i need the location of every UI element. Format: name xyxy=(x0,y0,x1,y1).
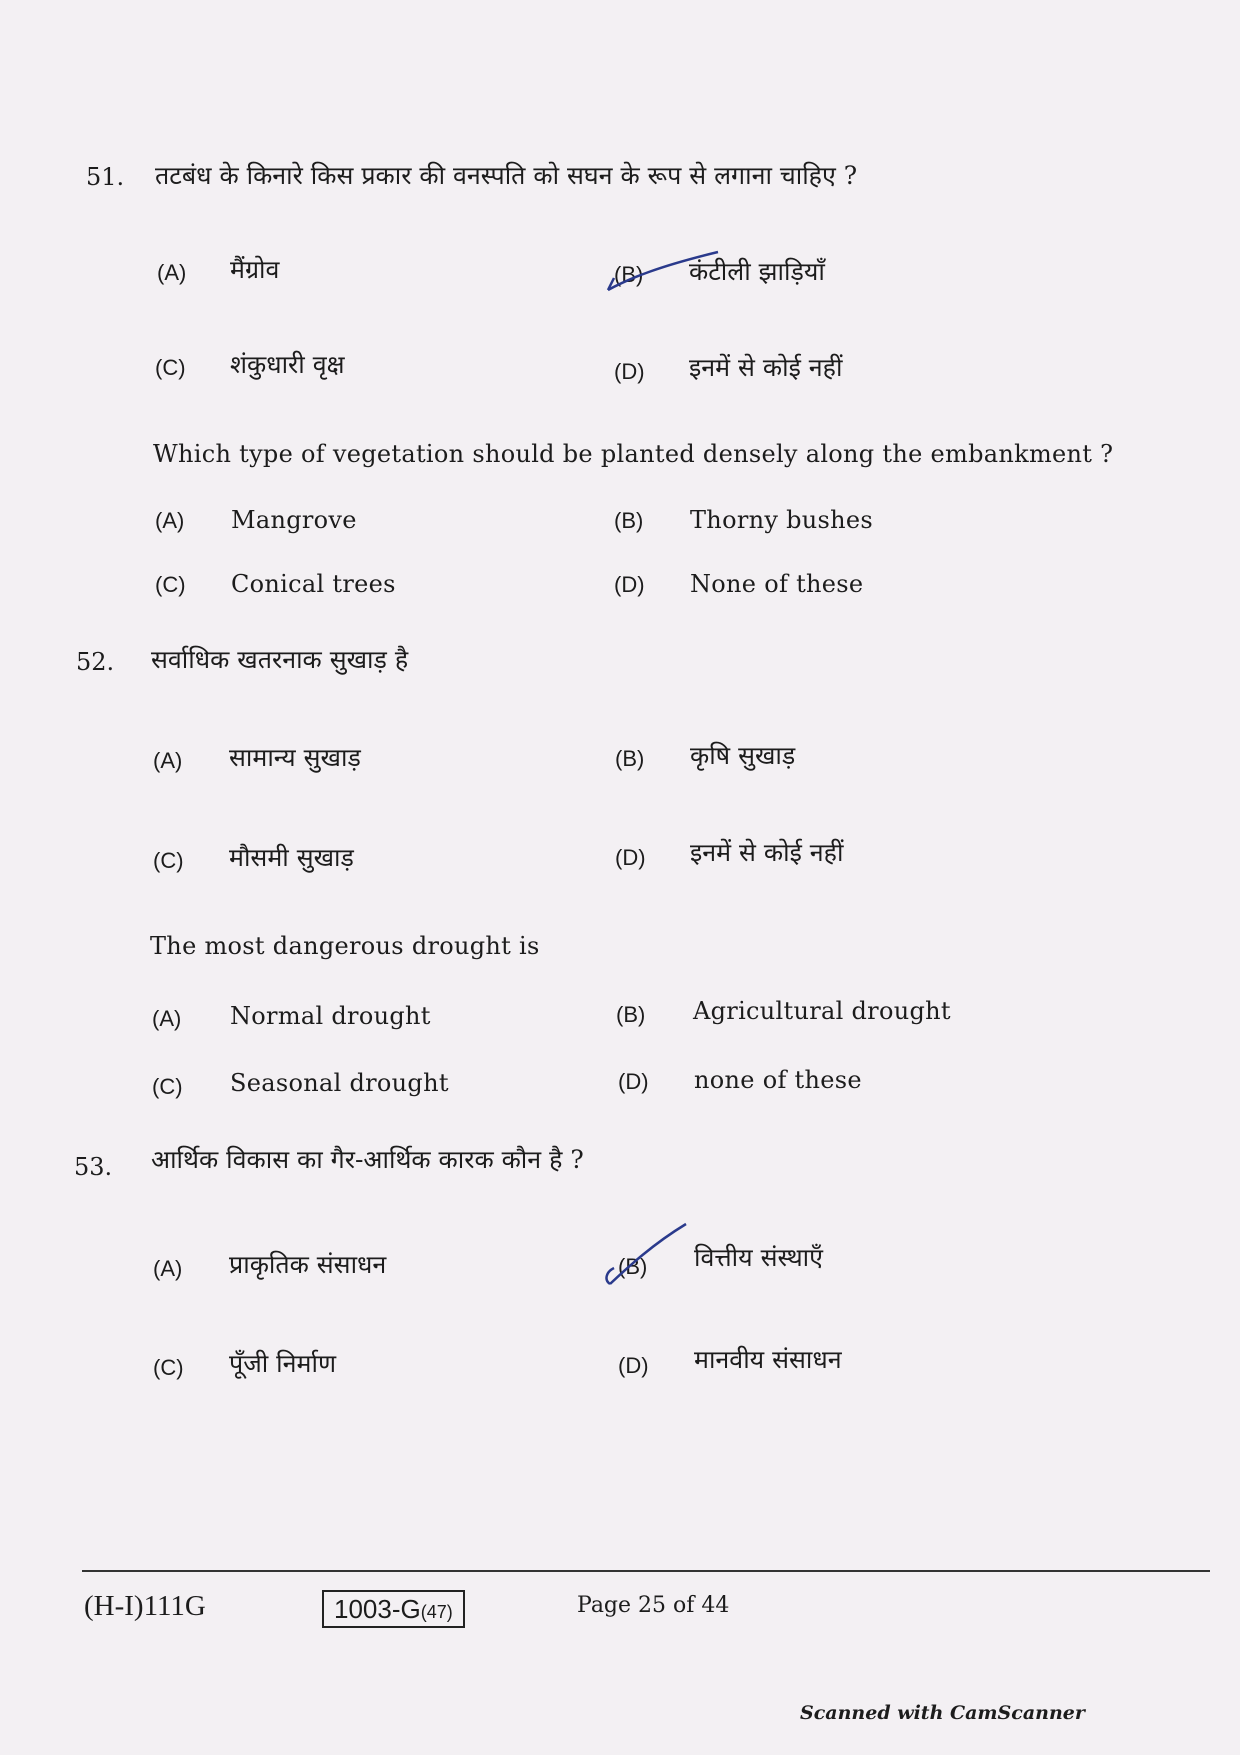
question-text-hindi: आर्थिक विकास का गैर-आर्थिक कारक कौन है ? xyxy=(151,1145,584,1174)
option-label-b: (B) xyxy=(614,262,644,287)
option-label-d: (D) xyxy=(618,1353,649,1378)
question-number: 52. xyxy=(76,648,115,676)
option-label-b: (B) xyxy=(615,746,645,771)
footer-divider xyxy=(82,1570,1210,1572)
option-d-hindi: मानवीय संसाधन xyxy=(694,1345,842,1374)
question-number: 51. xyxy=(86,163,125,191)
option-label-d: (D) xyxy=(618,1069,649,1094)
question-text-english: The most dangerous drought is xyxy=(150,932,540,960)
option-label-d: (D) xyxy=(615,845,646,870)
option-label-a: (A) xyxy=(153,1256,183,1281)
option-a-hindi: मैंग्रोव xyxy=(230,255,280,284)
option-a-english: Mangrove xyxy=(231,506,357,534)
pen-tick-mark-icon xyxy=(598,1222,698,1292)
option-c-english: Conical trees xyxy=(231,570,396,598)
option-c-hindi: मौसमी सुखाड़ xyxy=(229,843,354,872)
option-a-hindi: प्राकृतिक संसाधन xyxy=(229,1250,387,1279)
option-label-c: (C) xyxy=(153,1355,184,1380)
option-label-c: (C) xyxy=(155,572,186,597)
option-a-english: Normal drought xyxy=(230,1002,431,1030)
option-c-hindi: शंकुधारी वृक्ष xyxy=(230,350,345,379)
option-b-hindi: कृषि सुखाड़ xyxy=(690,741,796,770)
option-label-c: (C) xyxy=(155,355,186,380)
booklet-code-suffix: (47) xyxy=(420,1602,453,1622)
option-c-english: Seasonal drought xyxy=(230,1069,449,1097)
question-text-hindi: तटबंध के किनारे किस प्रकार की वनस्पति को सघन के रूप से लगाना चाहिए ? xyxy=(155,161,858,190)
option-d-english: None of these xyxy=(690,570,864,598)
option-b-english: Thorny bushes xyxy=(690,506,874,534)
option-label-b: (B) xyxy=(618,1254,648,1279)
booklet-code-box xyxy=(322,1590,465,1628)
option-label-d: (D) xyxy=(614,572,645,597)
question-text-hindi: सर्वाधिक खतरनाक सुखाड़ है xyxy=(151,645,409,674)
option-a-hindi: सामान्य सुखाड़ xyxy=(229,743,361,772)
option-d-hindi: इनमें से कोई नहीं xyxy=(689,353,843,382)
option-label-a: (A) xyxy=(157,260,187,285)
option-c-hindi: पूँजी निर्माण xyxy=(229,1349,337,1378)
page-number: Page 25 of 44 xyxy=(577,1593,730,1618)
option-b-hindi: वित्तीय संस्थाएँ xyxy=(694,1243,823,1272)
scanner-watermark: Scanned with CamScanner xyxy=(800,1702,1085,1724)
option-label-c: (C) xyxy=(153,848,184,873)
pen-tick-mark-icon xyxy=(600,248,730,298)
question-text-english: Which type of vegetation should be planted densely along the embankment ? xyxy=(153,440,1114,468)
paper-code: (H-I)111G xyxy=(84,1590,206,1622)
option-label-b: (B) xyxy=(614,508,644,533)
option-label-a: (A) xyxy=(155,508,185,533)
option-label-d: (D) xyxy=(614,359,645,384)
option-label-a: (A) xyxy=(152,1006,182,1031)
option-d-hindi: इनमें से कोई नहीं xyxy=(690,838,844,867)
question-number: 53. xyxy=(74,1153,113,1181)
option-label-c: (C) xyxy=(152,1074,183,1099)
option-b-hindi: कंटीली झाड़ियाँ xyxy=(689,257,825,286)
booklet-code: 1003-G xyxy=(334,1594,421,1624)
option-d-english: none of these xyxy=(694,1066,862,1094)
option-b-english: Agricultural drought xyxy=(693,997,951,1025)
option-label-b: (B) xyxy=(616,1002,646,1027)
option-label-a: (A) xyxy=(153,748,183,773)
